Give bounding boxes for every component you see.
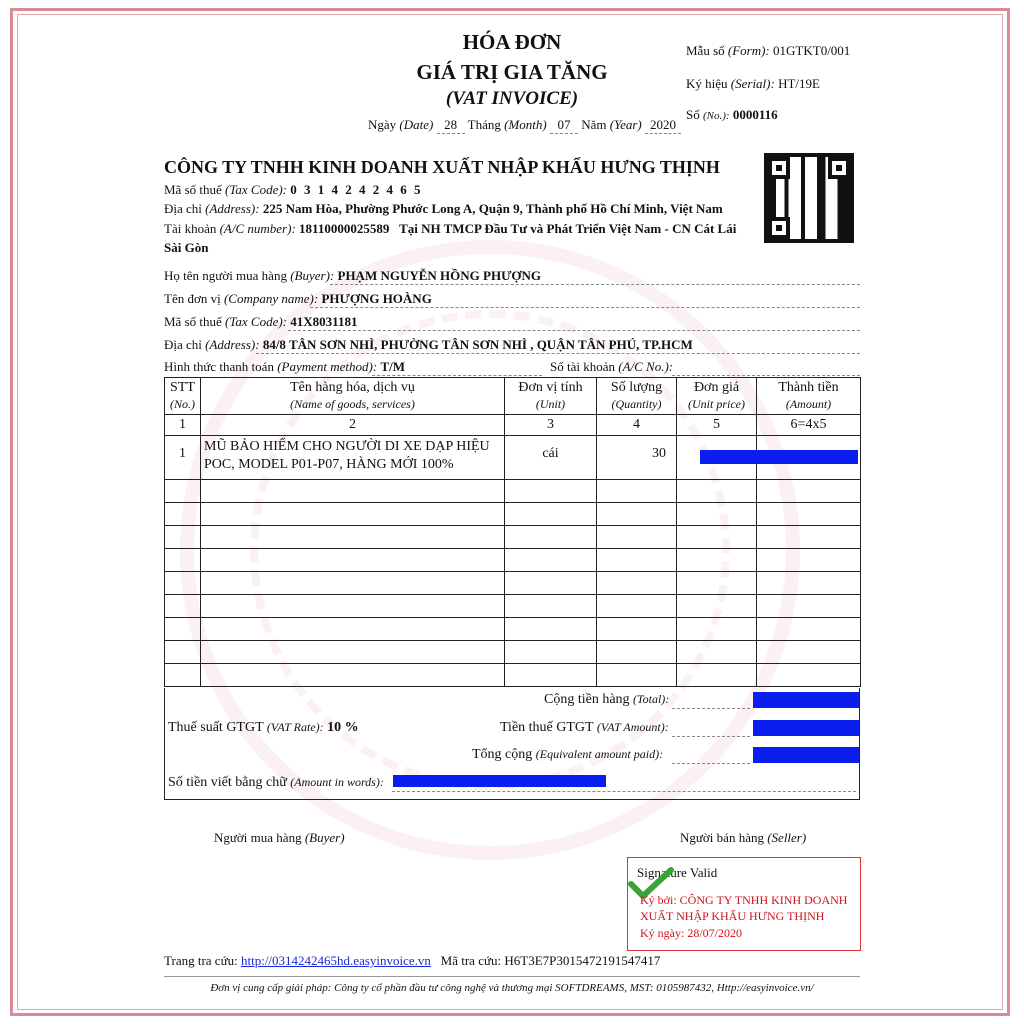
table-cell: [201, 664, 505, 687]
date-year: 2020: [645, 117, 681, 134]
buyer-signature-label: Người mua hàng (Buyer): [214, 830, 345, 845]
year-label-en: (Year): [609, 117, 642, 132]
table-cell: [597, 664, 677, 687]
table-cell: [597, 480, 677, 503]
table-cell: [505, 480, 597, 503]
table-cell: 1: [165, 415, 201, 436]
table-cell: [201, 618, 505, 641]
date-day: 28: [437, 117, 465, 134]
table-cell: [677, 641, 757, 664]
redacted-total: [753, 692, 859, 708]
table-cell: 1: [165, 436, 201, 480]
table-header-row: [165, 378, 861, 415]
table-cell: 6=4x5: [757, 415, 861, 436]
table-cell: [165, 618, 201, 641]
year-label: Năm: [581, 117, 607, 132]
table-cell: [677, 572, 757, 595]
table-cell: [597, 526, 677, 549]
amount-in-words-label: Số tiền viết bằng chữ (Amount in words):: [168, 775, 384, 790]
table-cell: [201, 595, 505, 618]
date-label-en: (Date): [399, 117, 434, 132]
table-cell: [597, 641, 677, 664]
column-number-row: [165, 415, 861, 436]
vat-rate: Thuế suất GTGT (VAT Rate): 10 %: [168, 720, 359, 735]
seller-address: Địa chỉ (Address): 225 Nam Hòa, Phường Phước Long A, Quận 9, Thành phố Hồ Chí Minh, Việt Nam: [164, 201, 723, 216]
table-cell: [677, 595, 757, 618]
total-label: Cộng tiền hàng (Total):: [544, 692, 670, 707]
buyer-payment-method: Hình thức thanh toán (Payment method): T/M: [164, 359, 406, 374]
col-header-unit: Đơn vị tính (Unit): [505, 378, 597, 415]
lookup-code: H6T3E7P3015472191547417: [504, 953, 661, 968]
table-cell: [597, 549, 677, 572]
table-row: [165, 572, 861, 595]
table-cell: [597, 503, 677, 526]
table-cell: cái: [505, 436, 597, 480]
table-cell: 4: [597, 415, 677, 436]
col-header-quantity: Số lượng (Quantity): [597, 378, 677, 415]
table-cell: [677, 664, 757, 687]
lookup-url-link[interactable]: http://0314242465hd.easyinvoice.vn: [240, 953, 431, 968]
table-row: [165, 641, 861, 664]
col-header-amount: Thành tiền (Amount): [757, 378, 861, 415]
redacted-grand-total: [753, 747, 859, 763]
table-cell: [505, 641, 597, 664]
buyer-account: Số tài khoản (A/C No.):: [550, 359, 674, 374]
table-cell: [505, 572, 597, 595]
invoice-subtitle: GIÁ TRỊ GIA TĂNG: [416, 60, 608, 84]
signed-by: Ký bởi: CÔNG TY TNHH KINH DOANH: [640, 893, 848, 907]
table-cell: [201, 526, 505, 549]
table-cell: [677, 526, 757, 549]
grand-total-label: Tổng cộng (Equivalent amount paid):: [472, 747, 664, 762]
table-cell: [201, 641, 505, 664]
table-cell: [165, 549, 201, 572]
table-row: [165, 664, 861, 687]
month-label: Tháng: [467, 117, 501, 132]
month-label-en: (Month): [504, 117, 547, 132]
table-cell: [757, 572, 861, 595]
table-cell: [505, 503, 597, 526]
table-cell: [165, 641, 201, 664]
table-cell: [757, 549, 861, 572]
buyer-tax-code: Mã số thuế (Tax Code): 41X8031181: [164, 314, 358, 329]
invoice-title-en: (VAT INVOICE): [445, 88, 579, 109]
footer-divider: [164, 976, 860, 977]
table-cell: [597, 595, 677, 618]
table-cell: [201, 549, 505, 572]
table-cell: 5: [677, 415, 757, 436]
invoice-title: HÓA ĐƠN: [462, 30, 562, 54]
table-cell: [757, 595, 861, 618]
table-cell: [677, 503, 757, 526]
table-cell: [165, 480, 201, 503]
table-cell: [505, 549, 597, 572]
invoice-date: [368, 117, 681, 134]
table-cell: [677, 480, 757, 503]
table-cell: [505, 664, 597, 687]
redacted-amount: [700, 450, 858, 464]
invoice-number: Số (No.): 0000116: [686, 107, 778, 122]
lookup-line: Trang tra cứu: http://0314242465hd.easyinvoice.vn Mã tra cứu: H6T3E7P3015472191547417: [164, 953, 661, 968]
table-cell: [757, 503, 861, 526]
seller-bank-line2: Sài Gòn: [164, 240, 209, 255]
table-cell: [677, 618, 757, 641]
table-cell: [165, 664, 201, 687]
table-cell: [505, 618, 597, 641]
redacted-vat-amount: [753, 720, 859, 736]
col-header-unit-price: Đơn giá (Unit price): [677, 378, 757, 415]
table-cell: [757, 618, 861, 641]
table-cell: [201, 572, 505, 595]
form-number: Mẫu số (Form): 01GTKT0/001: [686, 43, 851, 58]
qr-code: [764, 153, 854, 243]
table-cell: [201, 503, 505, 526]
col-header-name: Tên hàng hóa, dịch vụ (Name of goods, services): [201, 378, 505, 415]
table-cell: MŨ BẢO HIỂM CHO NGƯỜI DI XE DẠP HIỆU POC, MODEL P01-P07, HÀNG MỚI 100%: [201, 436, 505, 480]
buyer-company: Tên đơn vị (Company name): PHƯỢNG HOÀNG: [164, 291, 432, 306]
items-table: [164, 377, 861, 687]
table-row: [165, 618, 861, 641]
table-cell: [757, 664, 861, 687]
redacted-amount-in-words: [393, 775, 606, 787]
table-cell: [165, 595, 201, 618]
date-month: 07: [550, 117, 578, 134]
table-cell: 2: [201, 415, 505, 436]
table-cell: [757, 480, 861, 503]
signature-valid-text: Signature Valid: [637, 865, 718, 880]
table-row: [165, 549, 861, 572]
table-cell: [201, 480, 505, 503]
table-cell: [597, 572, 677, 595]
table-cell: [757, 641, 861, 664]
seller-account: Tài khoản (A/C number): 18110000025589 Tại NH TMCP Đầu Tư và Phát Triển Việt Nam - CN Cát Lái: [164, 221, 737, 236]
footer-provider: Đơn vị cung cấp giải pháp: Công ty cổ phần đầu tư công nghệ và thương mại SOFTDREAMS, MST: 0105987432, Http://easyinvoice.vn/: [210, 982, 814, 994]
serial-number: Ký hiệu (Serial): HT/19E: [686, 76, 820, 91]
table-cell: 30: [597, 436, 677, 480]
table-cell: [505, 595, 597, 618]
buyer-address: Địa chỉ (Address): 84/8 TÂN SƠN NHÌ, PHƯỜNG TÂN SƠN NHÌ , QUẬN TÂN PHÚ, TP.HCM: [164, 337, 693, 352]
signed-by-company: XUẤT NHẬP KHẨU HƯNG THỊNH: [640, 909, 825, 923]
buyer-name: Họ tên người mua hàng (Buyer): PHẠM NGUYỄN HỒNG PHƯỢNG: [164, 268, 542, 283]
signed-date: Ký ngày: 28/07/2020: [640, 926, 742, 940]
seller-tax-code: Mã số thuế (Tax Code): 0 3 1 4 2 4 2 4 6 5: [164, 182, 423, 197]
date-label: Ngày: [368, 117, 397, 132]
table-row: [165, 480, 861, 503]
table-row: [165, 526, 861, 549]
table-cell: [165, 526, 201, 549]
table-cell: [757, 526, 861, 549]
seller-signature-label: Người bán hàng (Seller): [680, 830, 807, 845]
table-cell: [597, 618, 677, 641]
table-cell: [505, 526, 597, 549]
table-cell: [165, 503, 201, 526]
table-cell: [677, 549, 757, 572]
table-row: [165, 503, 861, 526]
col-header-stt: STT (No.): [165, 378, 201, 415]
table-cell: [165, 572, 201, 595]
vat-amount-label: Tiền thuế GTGT (VAT Amount):: [500, 720, 669, 735]
table-row: [165, 595, 861, 618]
seller-name: CÔNG TY TNHH KINH DOANH XUẤT NHẬP KHẨU HƯNG THỊNH: [164, 157, 720, 177]
table-cell: 3: [505, 415, 597, 436]
